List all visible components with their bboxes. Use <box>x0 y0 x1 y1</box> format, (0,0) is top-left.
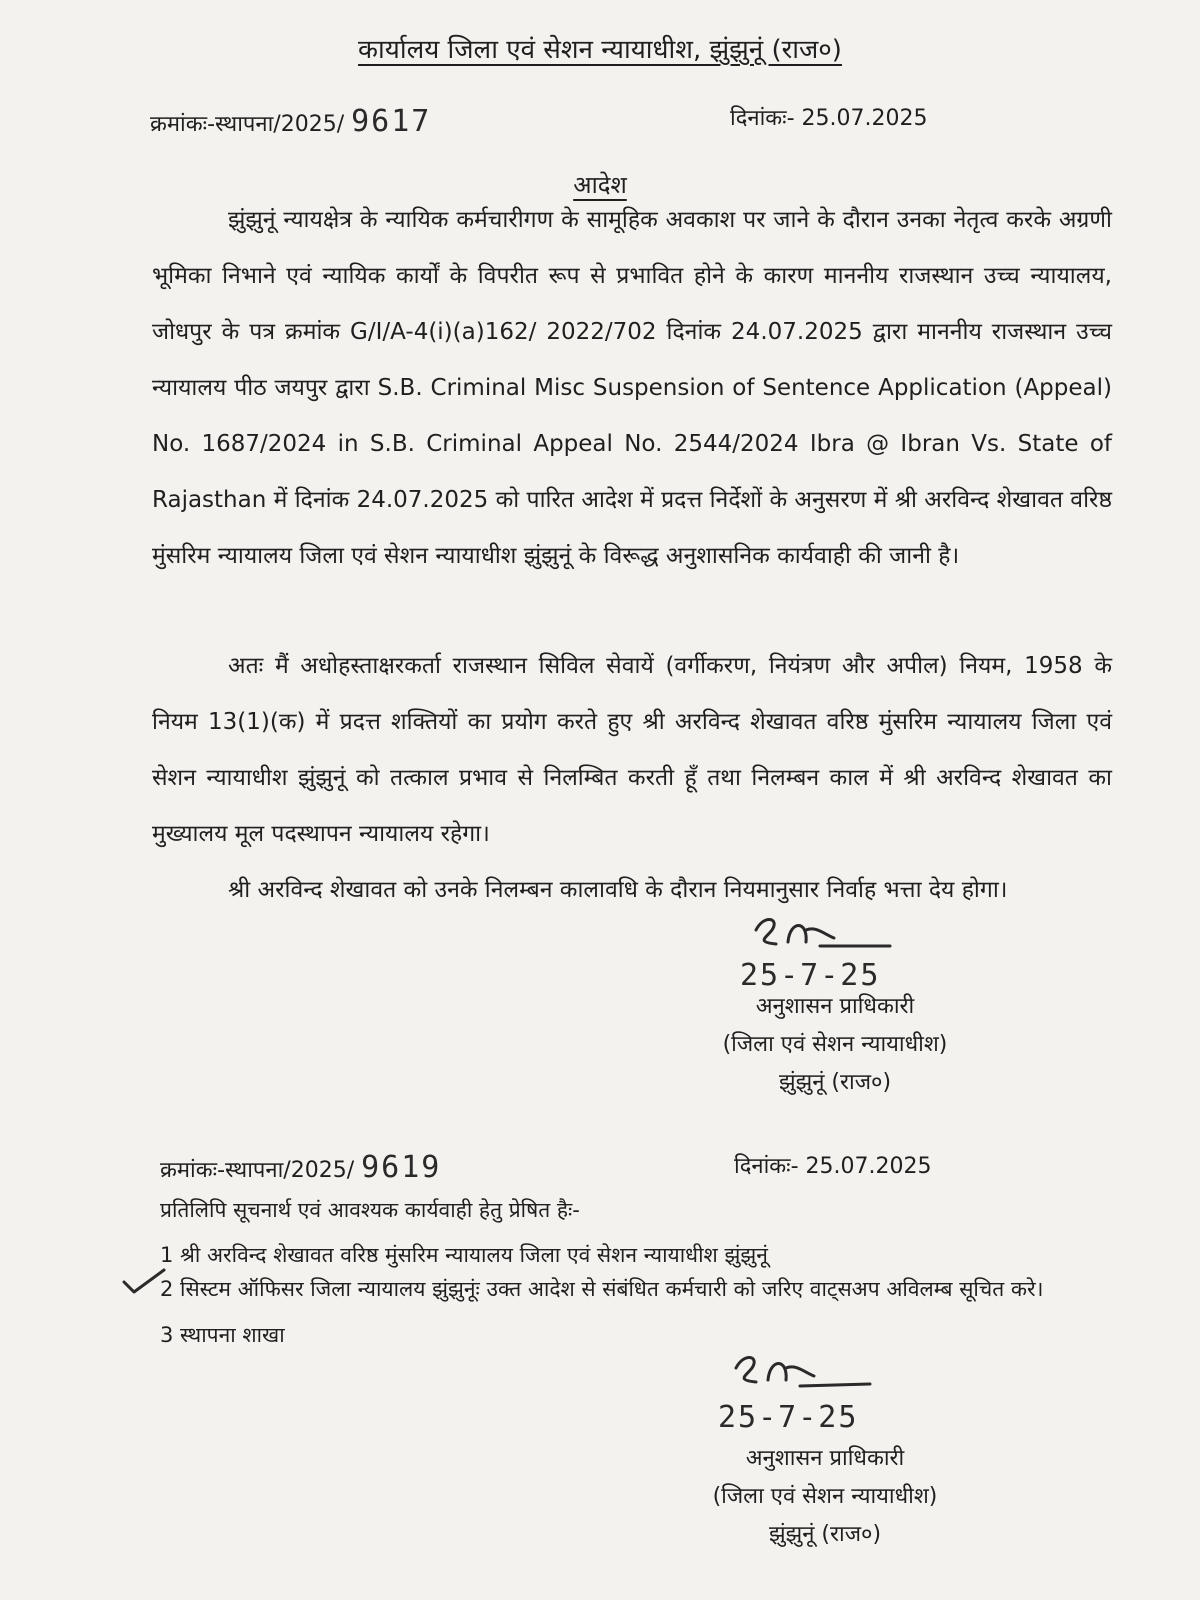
order-title: आदेश <box>573 171 627 199</box>
copy-reference <box>160 1150 441 1185</box>
order-date: दिनांकः- 25.07.2025 <box>730 106 928 131</box>
signature-2-date: 25-7-25 <box>718 1400 859 1435</box>
signature-1-date: 25-7-25 <box>740 958 881 993</box>
copy-recipient-item: 2 सिस्टम ऑफिसर जिला न्यायालय झुंझुनूंः उक्त आदेश से संबंधित कर्मचारी को जरिए वाट्सअप अविलम्ब सूचित करे। <box>160 1277 1044 1301</box>
order-paragraph-2 <box>152 638 1112 862</box>
copy-intro: प्रतिलिपि सूचनार्थ एवं आवश्यक कार्यवाही हेतु प्रेषित हैः- <box>160 1198 580 1222</box>
order-reference-number: 9617 <box>351 104 432 139</box>
copy-recipient-item: 1 श्री अरविन्द शेखावत वरिष्ठ मुंसरिम न्यायालय जिला एवं सेशन न्यायाधीश झुंझुनूं <box>160 1243 768 1267</box>
order-paragraph-3-text: श्री अरविन्द शेखावत को उनके निलम्बन कालावधि के दौरान नियमानुसार निर्वाह भत्ता देय होगा। <box>228 877 1008 903</box>
signature-1-office: (जिला एवं सेशन न्यायाधीश) <box>722 1032 948 1057</box>
office-header: कार्यालय जिला एवं सेशन न्यायाधीश, झुंझुनूं (राज०) <box>358 35 842 65</box>
order-reference <box>150 104 431 139</box>
signature-2-block <box>640 1440 1010 1554</box>
order-paragraph-1-text: झुंझुनूं न्यायक्षेत्र के न्यायिक कर्मचारीगण के सामूहिक अवकाश पर जाने के दौरान उनका नेतृत्व करके अग्रणी भूमिका निभाने एवं न्यायिक कार्यों के विपरीत रूप से प्रभावित होने के कारण माननीय राजस्थान उच्च न्यायालय, जोधपुर के पत्र क्रमांक G/I/A-4(i)(a)162/ 2022/702 दिनांक 24.07.2025 द्वारा माननीय राजस्थान उच्च न्यायालय पीठ जयपुर द्वारा S.B. Criminal Misc Suspension of Sentence Application (Appeal) No. 1687/2024 in S.B. Criminal Appeal No. 2544/2024 Ibra @ Ibran Vs. State of Rajasthan में दिनांक 24.07.2025 को पारित आदेश में प्रदत्त निर्देशों के अनुसरण में श्री अरविन्द शेखावत वरिष्ठ मुंसरिम न्यायालय जिला एवं सेशन न्यायाधीश झुंझुनूं के विरूद्ध अनुशासनिक कार्यवाही की जानी है। <box>152 207 1112 569</box>
handwritten-signature-2 <box>730 1350 880 1394</box>
handwritten-tick-icon <box>120 1266 166 1296</box>
copy-reference-number: 9619 <box>361 1150 442 1185</box>
copy-recipient-list <box>160 1238 1120 1352</box>
signature-1-place: झुंझुनूं (राज०) <box>778 1070 892 1095</box>
copy-reference-prefix: क्रमांकः-स्थापना/2025/ <box>160 1158 355 1183</box>
signature-1-designation: अनुशासन प्राधिकारी <box>755 994 915 1019</box>
signature-2-office: (जिला एवं सेशन न्यायाधीश) <box>712 1484 938 1509</box>
order-paragraph-2-text: अतः मैं अधोहस्ताक्षरकर्ता राजस्थान सिविल सेवायें (वर्गीकरण, नियंत्रण और अपील) नियम, 1958 के नियम 13(1)(क) में प्रदत्त शक्तियों का प्रयोग करते हुए श्री अरविन्द शेखावत वरिष्ठ मुंसरिम न्यायालय जिला एवं सेशन न्यायाधीश झुंझुनूं को तत्काल प्रभाव से निलम्बित करती हूँ तथा निलम्बन काल में श्री अरविन्द शेखावत का मुख्यालय मूल पदस्थापन न्यायालय रहेगा। <box>152 653 1112 847</box>
copy-recipient-item: 3 स्थापना शाखा <box>160 1323 285 1347</box>
order-paragraph-1 <box>152 192 1112 584</box>
order-reference-prefix: क्रमांकः-स्थापना/2025/ <box>150 112 345 137</box>
handwritten-signature-1 <box>750 912 900 956</box>
signature-1-block <box>650 988 1020 1102</box>
order-paragraph-3 <box>152 862 1112 918</box>
signature-2-place: झुंझुनूं (राज०) <box>768 1522 882 1547</box>
copy-date: दिनांकः- 25.07.2025 <box>734 1154 932 1179</box>
signature-2-designation: अनुशासन प्राधिकारी <box>745 1446 905 1471</box>
